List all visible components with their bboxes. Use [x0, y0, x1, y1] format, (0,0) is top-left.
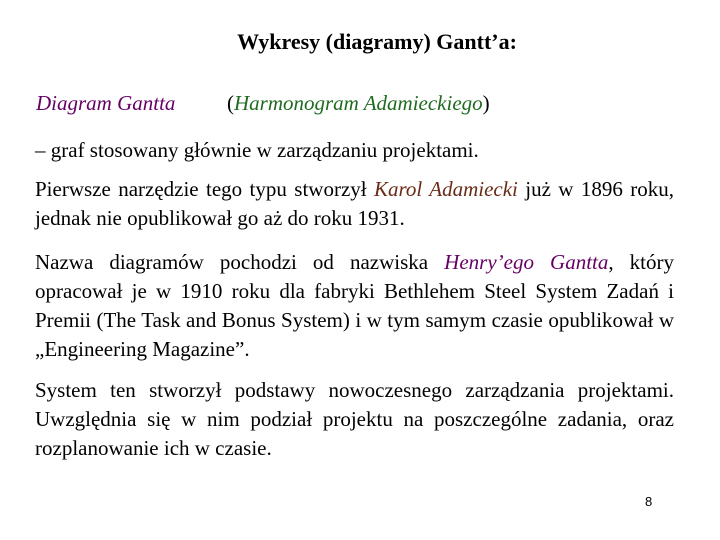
paragraph-system: System ten stworzył podstawy nowoczesnego zarządzania projektami. Uwzględnia się w nim podział projektu na poszczególne zadania, oraz rozplanowanie ich w czasie.: [35, 378, 674, 460]
close-paren: ): [482, 91, 490, 115]
alternate-name: [227, 89, 490, 117]
paragraph-gantt-after: , który opracował je w 1910 roku dla fabryki Bethlehem Steel System Zadań i Premii (The Task and Bonus System) i w tym samym czasie opublikował w „Engineering Magazine”.: [35, 250, 674, 361]
term-row: [36, 89, 680, 117]
name-karol-adamiecki: Karol Adamiecki: [374, 177, 518, 201]
term-name: Diagram Gantta: [36, 91, 176, 115]
page-number: 8: [645, 494, 653, 509]
name-henry-gantt: Henry’ego Gantta: [444, 250, 609, 274]
alternate-name-text: Harmonogram Adamieckiego: [234, 91, 483, 115]
open-paren: (: [227, 91, 234, 115]
paragraph-adamiecki: [35, 175, 674, 233]
paragraph-adamiecki-before: Pierwsze narzędzie tego typu stworzył: [35, 177, 374, 201]
paragraph-adamiecki-after: już w 1896 roku, jednak nie opublikował go aż do roku 1931.: [35, 177, 674, 230]
definition-text: – graf stosowany głównie w zarządzaniu projektami.: [35, 138, 479, 162]
paragraph-gantt-before: Nazwa diagramów pochodzi od nazwiska: [35, 250, 445, 274]
paragraph-gantt: [35, 248, 674, 364]
slide-title: Wykresy (diagramy) Gantt’a:: [237, 29, 517, 54]
